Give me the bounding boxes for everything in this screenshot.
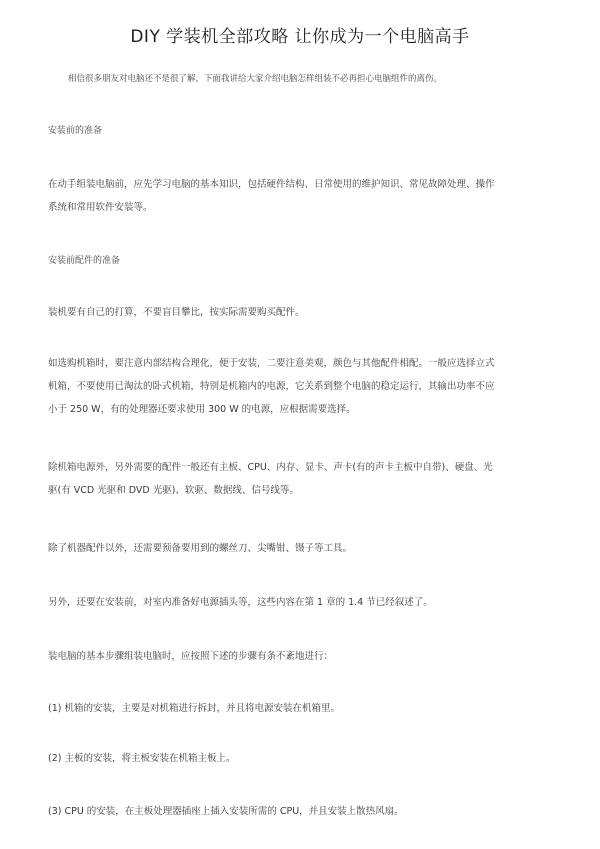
text-line: 系统和常用软件安装等。 (48, 202, 153, 213)
text-line: 小于 250 W，有的处理器还要求使用 300 W 的电源，应根据需要选择。 (48, 404, 356, 415)
paragraph-basic-knowledge (48, 173, 558, 219)
document-title: DIY 学装机全部攻略 让你成为一个电脑高手 (130, 27, 470, 47)
text-line: 装电脑的基本步骤组装电脑时，应按照下述的步骤有条不紊地进行： (48, 651, 334, 662)
paragraph-power (48, 591, 558, 614)
text-line: 机箱，不要使用已淘汰的卧式机箱，特别是机箱内的电源，它关系到整个电脑的稳定运行，其输出功率不应 (48, 381, 495, 392)
section-heading-parts (48, 250, 558, 273)
paragraph-case (48, 352, 558, 421)
text-line: 另外，还要在安装前，对室内准备好电源插头等，这些内容在第 1 章的 1.4 节已经叙述了。 (48, 597, 433, 608)
text-line: 在动手组装电脑前，应先学习电脑的基本知识，包括硬件结构、日常使用的维护知识、常见故障处理、操作 (48, 179, 495, 190)
text-line: (3) CPU 的安装，在主板处理器插座上插入安装所需的 CPU，并且安装上散热风扇。 (48, 806, 404, 817)
paragraph-steps-intro (48, 645, 558, 668)
step-2 (48, 747, 558, 770)
text-line: 除了机器配件以外，还需要预备要用到的螺丝刀、尖嘴钳、镊子等工具。 (48, 543, 353, 554)
text-line: (1) 机箱的安装，主要是对机箱进行拆封，并且将电源安装在机箱里。 (48, 703, 340, 714)
step-1 (48, 697, 558, 720)
paragraph-tools (48, 537, 558, 560)
text-line: 驱(有 VCD 光驱和 DVD 光驱)、软驱、数据线、信号线等。 (48, 485, 299, 496)
text-line: 安装前配件的准备 (48, 256, 121, 266)
step-3 (48, 800, 558, 823)
text-line: 安装前的准备 (48, 126, 103, 136)
paragraph-plan (48, 301, 558, 324)
paragraph-components (48, 456, 558, 502)
text-line: 如选购机箱时，要注意内部结构合理化，便于安装，二要注意美观，颜色与其他配件相配。一般应选择立式 (48, 358, 495, 369)
text-line: 装机要有自己的打算，不要盲目攀比，按实际需要购买配件。 (48, 307, 305, 318)
section-heading-preparation (48, 120, 558, 143)
text-line: 除机箱电源外，另外需要的配件一般还有主板、CPU、内存、显卡、声卡(有的声卡主板中自带)、硬盘、光 (48, 462, 493, 473)
text-line: (2) 主板的安装，将主板安装在机箱主板上。 (48, 753, 236, 764)
intro-paragraph: 相信很多朋友对电脑还不是很了解，下面我讲给大家介绍电脑怎样组装不必再担心电脑组件的离伤。 (68, 74, 443, 84)
